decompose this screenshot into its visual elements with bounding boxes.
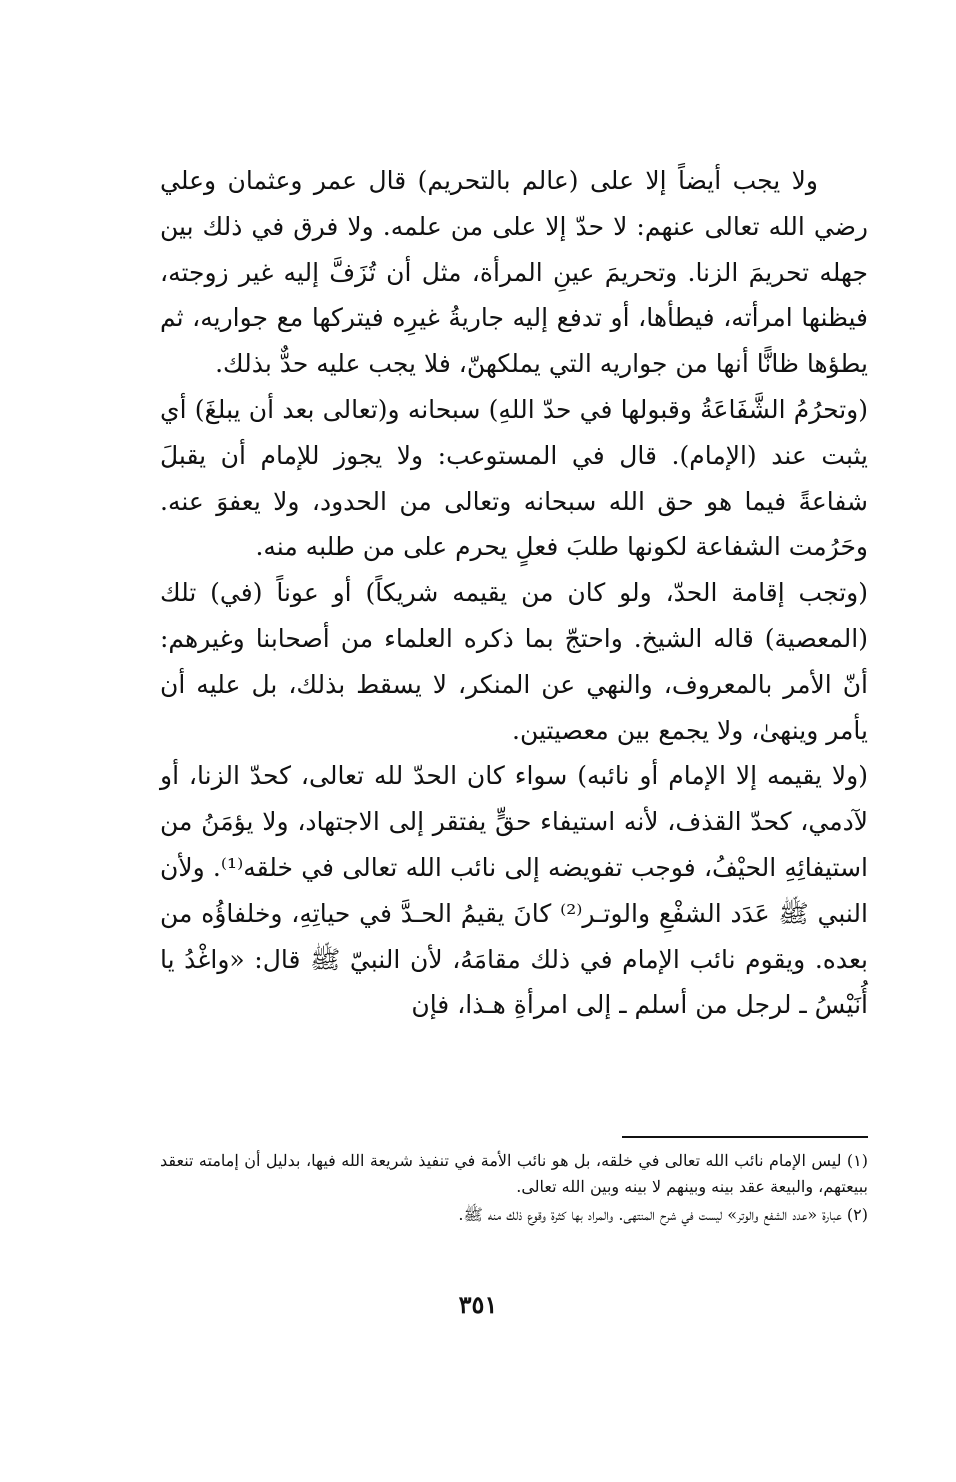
main-text: [160, 158, 868, 1028]
paragraph-2: (وتحرُمُ الشَّفَاعَةُ وقبولها في حدّ اللهِ) سبحانه و(تعالى بعد أن يبلغَ) أي يثبت عند (الإمام). قال في المستوعب: ولا يجوز للإمام أن يقبلَ شفاعةً فيما هو حق الله سبحانه وتعالى من الحدود، ولا يعفوَ عنه. وحَرُمت الشفاعة لكونها طلبَ فعلٍ يحرم على من طلبه منه.: [160, 394, 868, 562]
paragraph-1: ولا يجب أيضاً إلا على (عالم بالتحريم) قال عمر وعثمان وعلي رضي الله تعالى عنهم: لا حدّ إلا على من علمه. ولا فرق في ذلك بين جهله تحريمَ الزنا. وتحريمَ عينِ المرأة، مثل أن تُزَفَّ إليه غير زوجته، فيظنها امرأته، فيطأها، أو تدفع إليه جاريةُ غيرِه فيتركها مع جواريه، ثم يطؤها ظانًّا أنها من جواريه التي يملكهنّ، فلا يجب عليه حدٌّ بذلك.: [160, 166, 868, 379]
footnote-1: (١) ليس الإمام نائب الله تعالى في خلقه، بل هو نائب الأمة في تنفيذ شريعة الله فيها، بدليل أن إمامته تنعقد ببيعتهم، والبيعة عقد بينه وبينهم لا بينه وبين الله تعالى.: [160, 1151, 868, 1196]
page-number: ٣٥١: [458, 1290, 498, 1319]
footnotes: [160, 1148, 868, 1230]
paragraph-3: (وتجب إقامة الحدّ، ولو كان من يقيمه شريكاً) أو عوناً (في) تلك (المعصية) قاله الشيخ. واحتجّ بما ذكره العلماء من أصحابنا وغيرهم: أنّ الأمر بالمعروف، والنهي عن المنكر، لا يسقط بذلك، بل عليه أن يأمر وينهىٰ، ولا يجمع بين معصيتين.: [160, 578, 868, 745]
footnote-2: (٢) عبارة «عدد الشفع والوتر» ليست في شرح المنتهى. والمراد بها كثرة وقوع ذلك منه ﷺ.: [458, 1205, 868, 1224]
paragraph-4: (ولا يقيمه إلا الإمام أو نائبه) سواء كان الحدّ لله تعالى، كحدّ الزنا، أو لآدمي، كحدّ القذف، لأنه استيفاء حقٍّ يفتقر إلى الاجتهاد، ولا يؤمَنُ من استيفائِهِ الحيْفُ، فوجب تفويضه إلى نائب الله تعالى في خلقه⁽¹⁾. ولأن النبي ﷺ عَدَد الشفْعِ والوتـر⁽²⁾ كانَ يقيمُ الحـدَّ في حياتِهِ، وخلفاؤُه من بعده. ويقوم نائب الإمام في ذلك مقامَهُ، لأن النبيّ ﷺ قال: «واغْدُ يا أُنَيْسُ ـ لرجل من أسلم ـ إلى امرأةِ هـذا، فإن: [160, 761, 868, 1020]
footnote-divider: [622, 1136, 868, 1138]
